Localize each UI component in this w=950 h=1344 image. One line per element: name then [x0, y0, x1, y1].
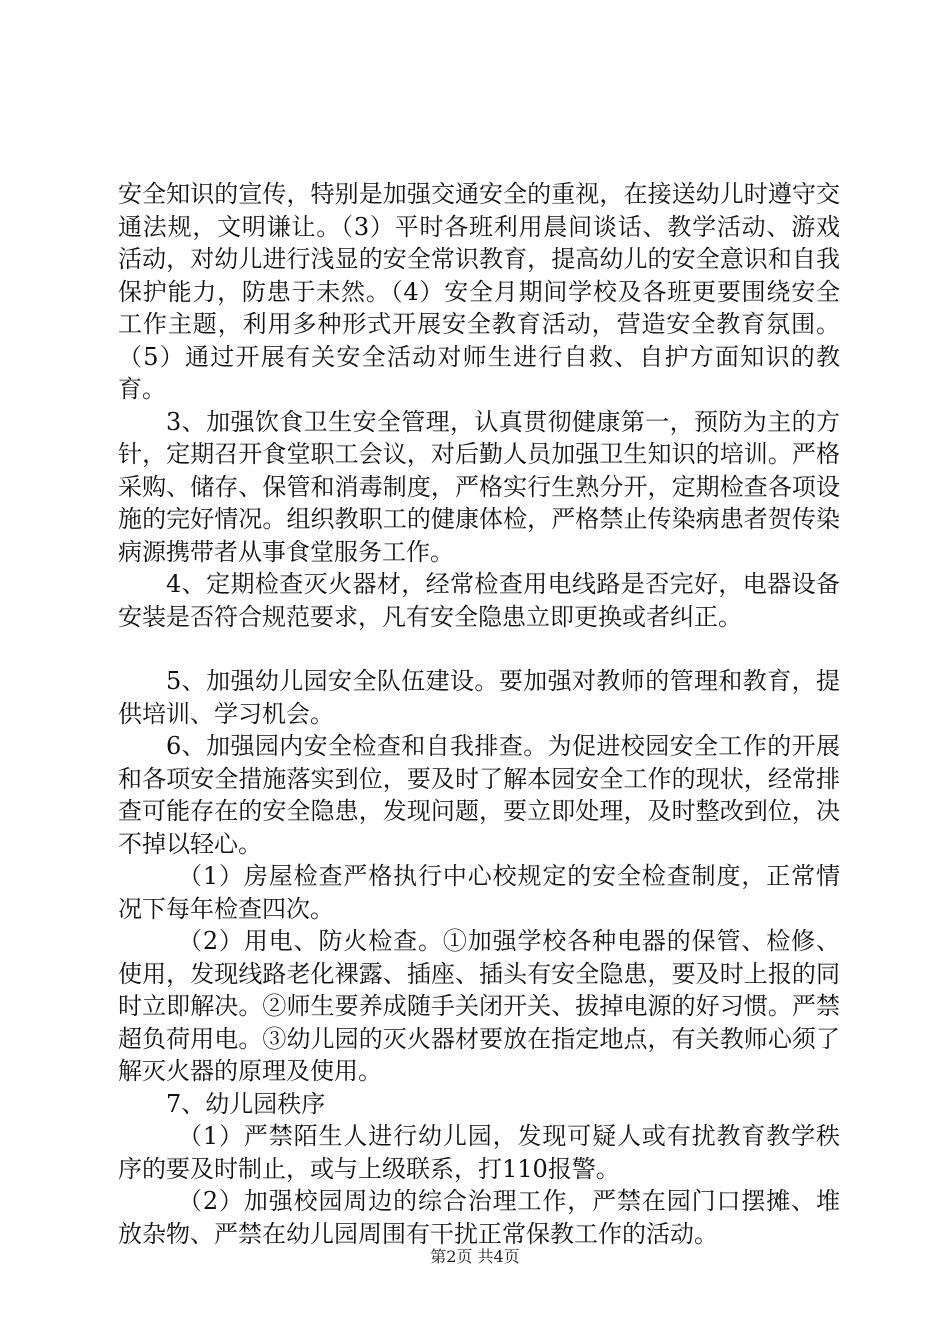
- paragraph-strangers: （1）严禁陌生人进行幼儿园，发现可疑人或有扰教育教学秩序的要及时制止，或与上级联系，打110报警。: [118, 1122, 840, 1183]
- paragraph-fire-equipment: 4、定期检查灭火器材，经常检查用电线路是否完好，电器设备安装是否符合规范要求，凡有安全隐患立即更换或者纠正。: [118, 570, 840, 631]
- section-heading-order: 7、幼儿园秩序: [166, 1089, 326, 1118]
- document-body: [118, 178, 840, 1250]
- paragraph-safety-team: 5、加强幼儿园安全队伍建设。要加强对教师的管理和教育，提供培训、学习机会。: [118, 667, 840, 728]
- page-number-footer: 第2页 共4页: [430, 1247, 520, 1266]
- paragraph-food-safety: 3、加强饮食卫生安全管理，认真贯彻健康第一，预防为主的方针，定期召开食堂职工会议，对后勤人员加强卫生知识的培训。严格采购、储存、保管和消毒制度，严格实行生熟分开，定期检查各项设施的完好情况。组织教职工的健康体检，严格禁止传染病患者贺传染病源携带者从事食堂服务工作。: [118, 407, 840, 566]
- paragraph-safety-education: 安全知识的宣传，特别是加强交通安全的重视，在接送幼儿时遵守交通法规，文明谦让。（3）平时各班利用晨间谈话、教学活动、游戏活动，对幼儿进行浅显的安全常识教育，提高幼儿的安全意识和自我保护能力，防患于未然。（4）安全月期间学校及各班更要围绕安全工作主题，利用多种形式开展安全教育活动，营造安全教育氛围。（5）通过开展有关安全活动对师生进行自救、自护方面知识的教育。: [118, 180, 840, 403]
- paragraph-surroundings: （2）加强校园周边的综合治理工作，严禁在园门口摆摊、堆放杂物、严禁在幼儿园周围有干扰正常保教工作的活动。: [118, 1187, 840, 1248]
- paragraph-inspection: 6、加强园内安全检查和自我排查。为促进校园安全工作的开展和各项安全措施落实到位，要及时了解本园安全工作的现状，经常排查可能存在的安全隐患，发现问题，要立即处理，及时整改到位，决不掉以轻心。: [118, 732, 840, 858]
- paragraph-building-check: （1）房屋检查严格执行中心校规定的安全检查制度，正常情况下每年检查四次。: [118, 862, 840, 923]
- blank-line: [118, 633, 840, 665]
- paragraph-electric-fire-check: （2）用电、防火检查。①加强学校各种电器的保管、检修、使用，发现线路老化裸露、插座、插头有安全隐患，要及时上报的同时立即解决。②师生要养成随手关闭开关、拔掉电源的好习惯。严禁超负荷用电。③幼儿园的灭火器材要放在指定地点，有关教师心须了解灭火器的原理及使用。: [118, 927, 840, 1085]
